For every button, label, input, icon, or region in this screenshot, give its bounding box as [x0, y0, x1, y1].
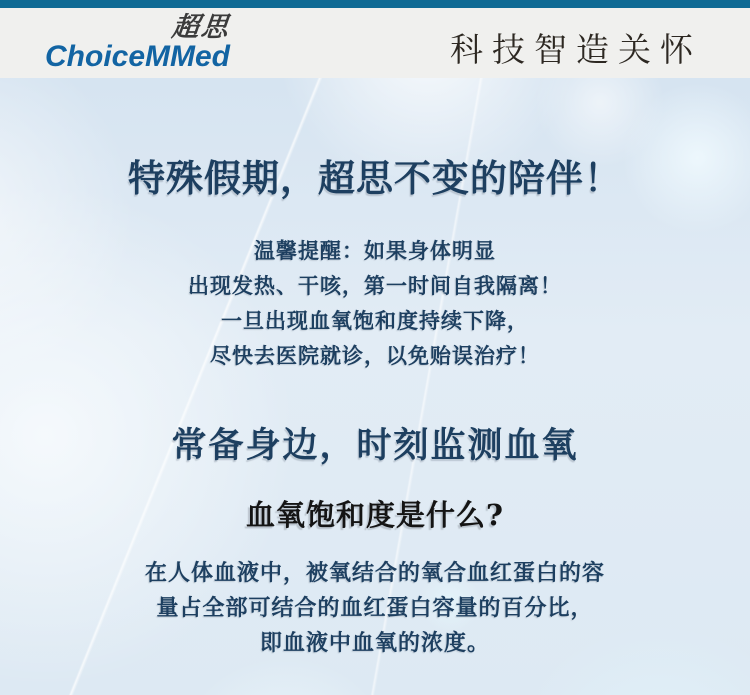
answer-text — [0, 556, 750, 661]
headline: 特殊假期，超思不变的陪伴！ — [128, 156, 622, 200]
reminder-line: 温馨提醒：如果身体明显 — [254, 238, 496, 263]
section-title: 常备身边，时刻监测血氧 — [171, 425, 579, 466]
reminder-line: 出现发热、干咳，第一时间自我隔离！ — [188, 273, 562, 298]
brand-logo-chinese: 超思 — [170, 12, 232, 42]
page-header — [0, 0, 750, 78]
reminder-line: 一旦出现血氧饱和度持续下降， — [221, 308, 529, 333]
header-accent-bar — [0, 0, 750, 8]
answer-line: 量占全部可结合的血红蛋白容量的百分比， — [156, 595, 594, 621]
brand-logo — [45, 14, 230, 72]
reminder-line: 尽快去医院就诊，以免贻误治疗！ — [210, 343, 540, 368]
brand-logo-english: ChoiceMMed — [45, 40, 231, 73]
reminder-text — [0, 233, 750, 373]
answer-line: 在人体血液中，被氧结合的氧合血红蛋白的容 — [144, 560, 605, 586]
question-title: 血氧饱和度是什么? — [246, 498, 504, 532]
answer-line: 即血液中血氧的浓度。 — [259, 630, 490, 656]
background-decoration — [0, 78, 750, 695]
brand-slogan: 科技智造关怀 — [450, 30, 702, 69]
